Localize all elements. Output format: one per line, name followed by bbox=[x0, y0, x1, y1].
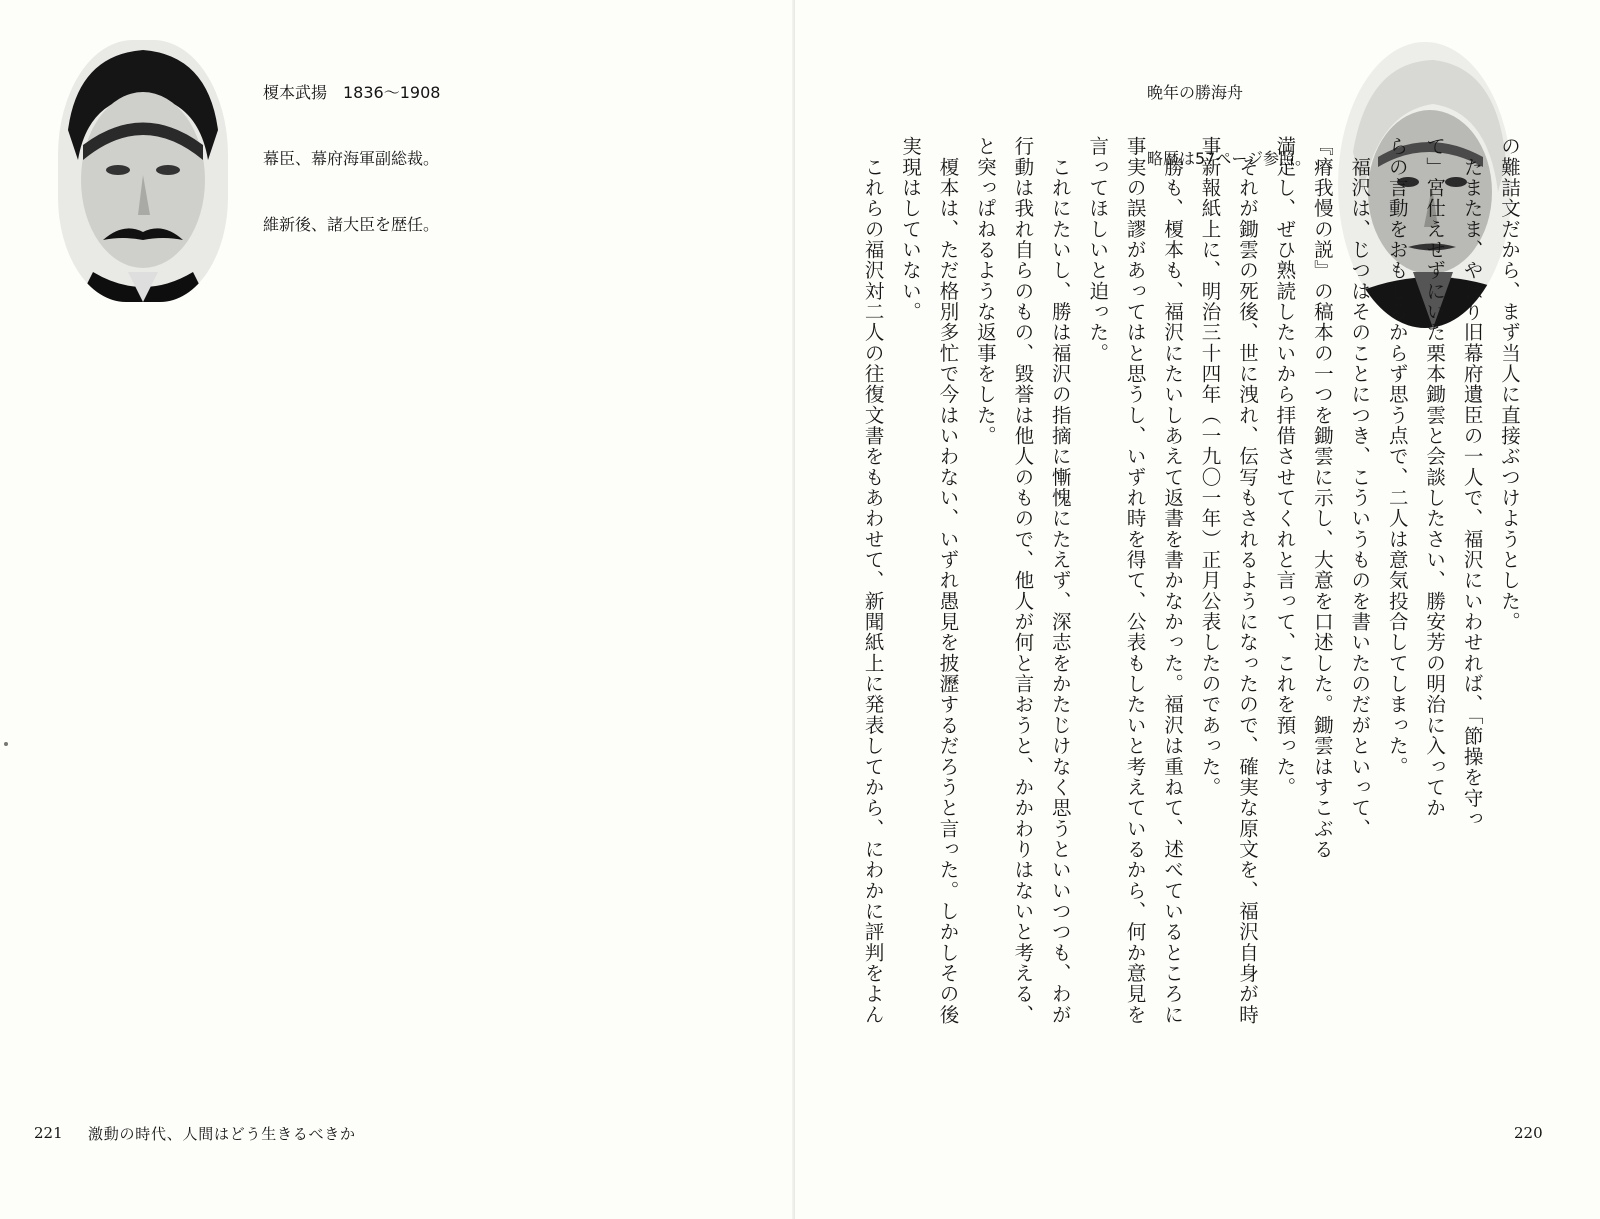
text-line: と突っぱねるような返事をした。 bbox=[973, 136, 997, 447]
enomoto-portrait bbox=[58, 40, 228, 302]
text-line: 言ってほしいと迫った。 bbox=[1086, 136, 1110, 364]
portrait-image-left bbox=[58, 40, 228, 302]
page-number-right: 220 bbox=[1514, 1124, 1543, 1142]
caption-line: 維新後、諸大臣を歴任。 bbox=[263, 215, 440, 234]
text-line: らの言動をおもしろからず思う点で、二人は意気投合してしまった。 bbox=[1385, 136, 1409, 777]
caption-line: 略歴は57ページ参照。 bbox=[1147, 149, 1312, 168]
text-line: 行動は我れ自らのもの、毀誉は他人のもので、他人が何と言おうと、かかわりはないと考える、 bbox=[1011, 136, 1035, 1025]
text-line: それが鋤雲の死後、世に洩れ、伝写もされるようになったので、確実な原文を、福沢自身が時 bbox=[1235, 136, 1259, 1025]
text-line: 『瘠我慢の説』の稿本の一つを鋤雲に示し、大意を口述した。鋤雲はすこぶる bbox=[1310, 136, 1334, 860]
text-line: これにたいし、勝は福沢の指摘に慚愧にたえず、深志をかたじけなく思うといいつつも、わが bbox=[1048, 136, 1072, 1025]
text-line: 事新報紙上に、明治三十四年（一九〇一年）正月公表したのであった。 bbox=[1198, 136, 1222, 798]
text-line: 勝も、榎本も、福沢にたいしあえて返書を書かなかった。福沢は重ねて、述べているところに bbox=[1161, 136, 1185, 1025]
enomoto-caption bbox=[263, 38, 440, 280]
scan-speck bbox=[4, 742, 8, 746]
right-body-text bbox=[854, 136, 1528, 1096]
text-line: の難詰文だから、まず当人に直接ぶつけようとした。 bbox=[1498, 136, 1521, 633]
text-line: て」宮仕えせずにいた栗本鋤雲と会談したさい、勝安芳の明治に入ってか bbox=[1423, 136, 1447, 819]
text-line: 実現はしていない。 bbox=[899, 136, 922, 323]
text-line: 福沢は、じつはそのことにつき、こういうものを書いたのだがといって、 bbox=[1348, 136, 1372, 839]
caption-line: 幕臣、幕府海軍副総裁。 bbox=[263, 149, 440, 168]
text-line: これらの福沢対二人の往復文書をもあわせて、新聞紙上に発表してから、にわかに評判をよん bbox=[861, 136, 885, 1025]
text-line: たまたま、やはり旧幕府遺臣の一人で、福沢にいわせれば、「節操を守っ bbox=[1460, 136, 1484, 830]
left-page bbox=[0, 0, 795, 1219]
text-line: 事実の誤謬があってはと思うし、いずれ時を得て、公表もしたいと考えているから、何か意見を bbox=[1123, 136, 1147, 1025]
caption-line: 榎本武揚 1836〜1908 bbox=[263, 83, 441, 102]
caption-line: 晩年の勝海舟 bbox=[1147, 83, 1244, 102]
page-number-left: 221 bbox=[34, 1124, 63, 1142]
running-head: 激動の時代、人間はどう生きるべきか bbox=[88, 1125, 356, 1143]
right-page bbox=[795, 0, 1600, 1219]
text-line: 満足し、ぜひ熟読したいから拝借させてくれと言って、これを預った。 bbox=[1273, 136, 1297, 798]
text-line: 榎本は、ただ格別多忙で今はいわない、いずれ愚見を披瀝するだろうと言った。しかしその後 bbox=[936, 136, 960, 1025]
